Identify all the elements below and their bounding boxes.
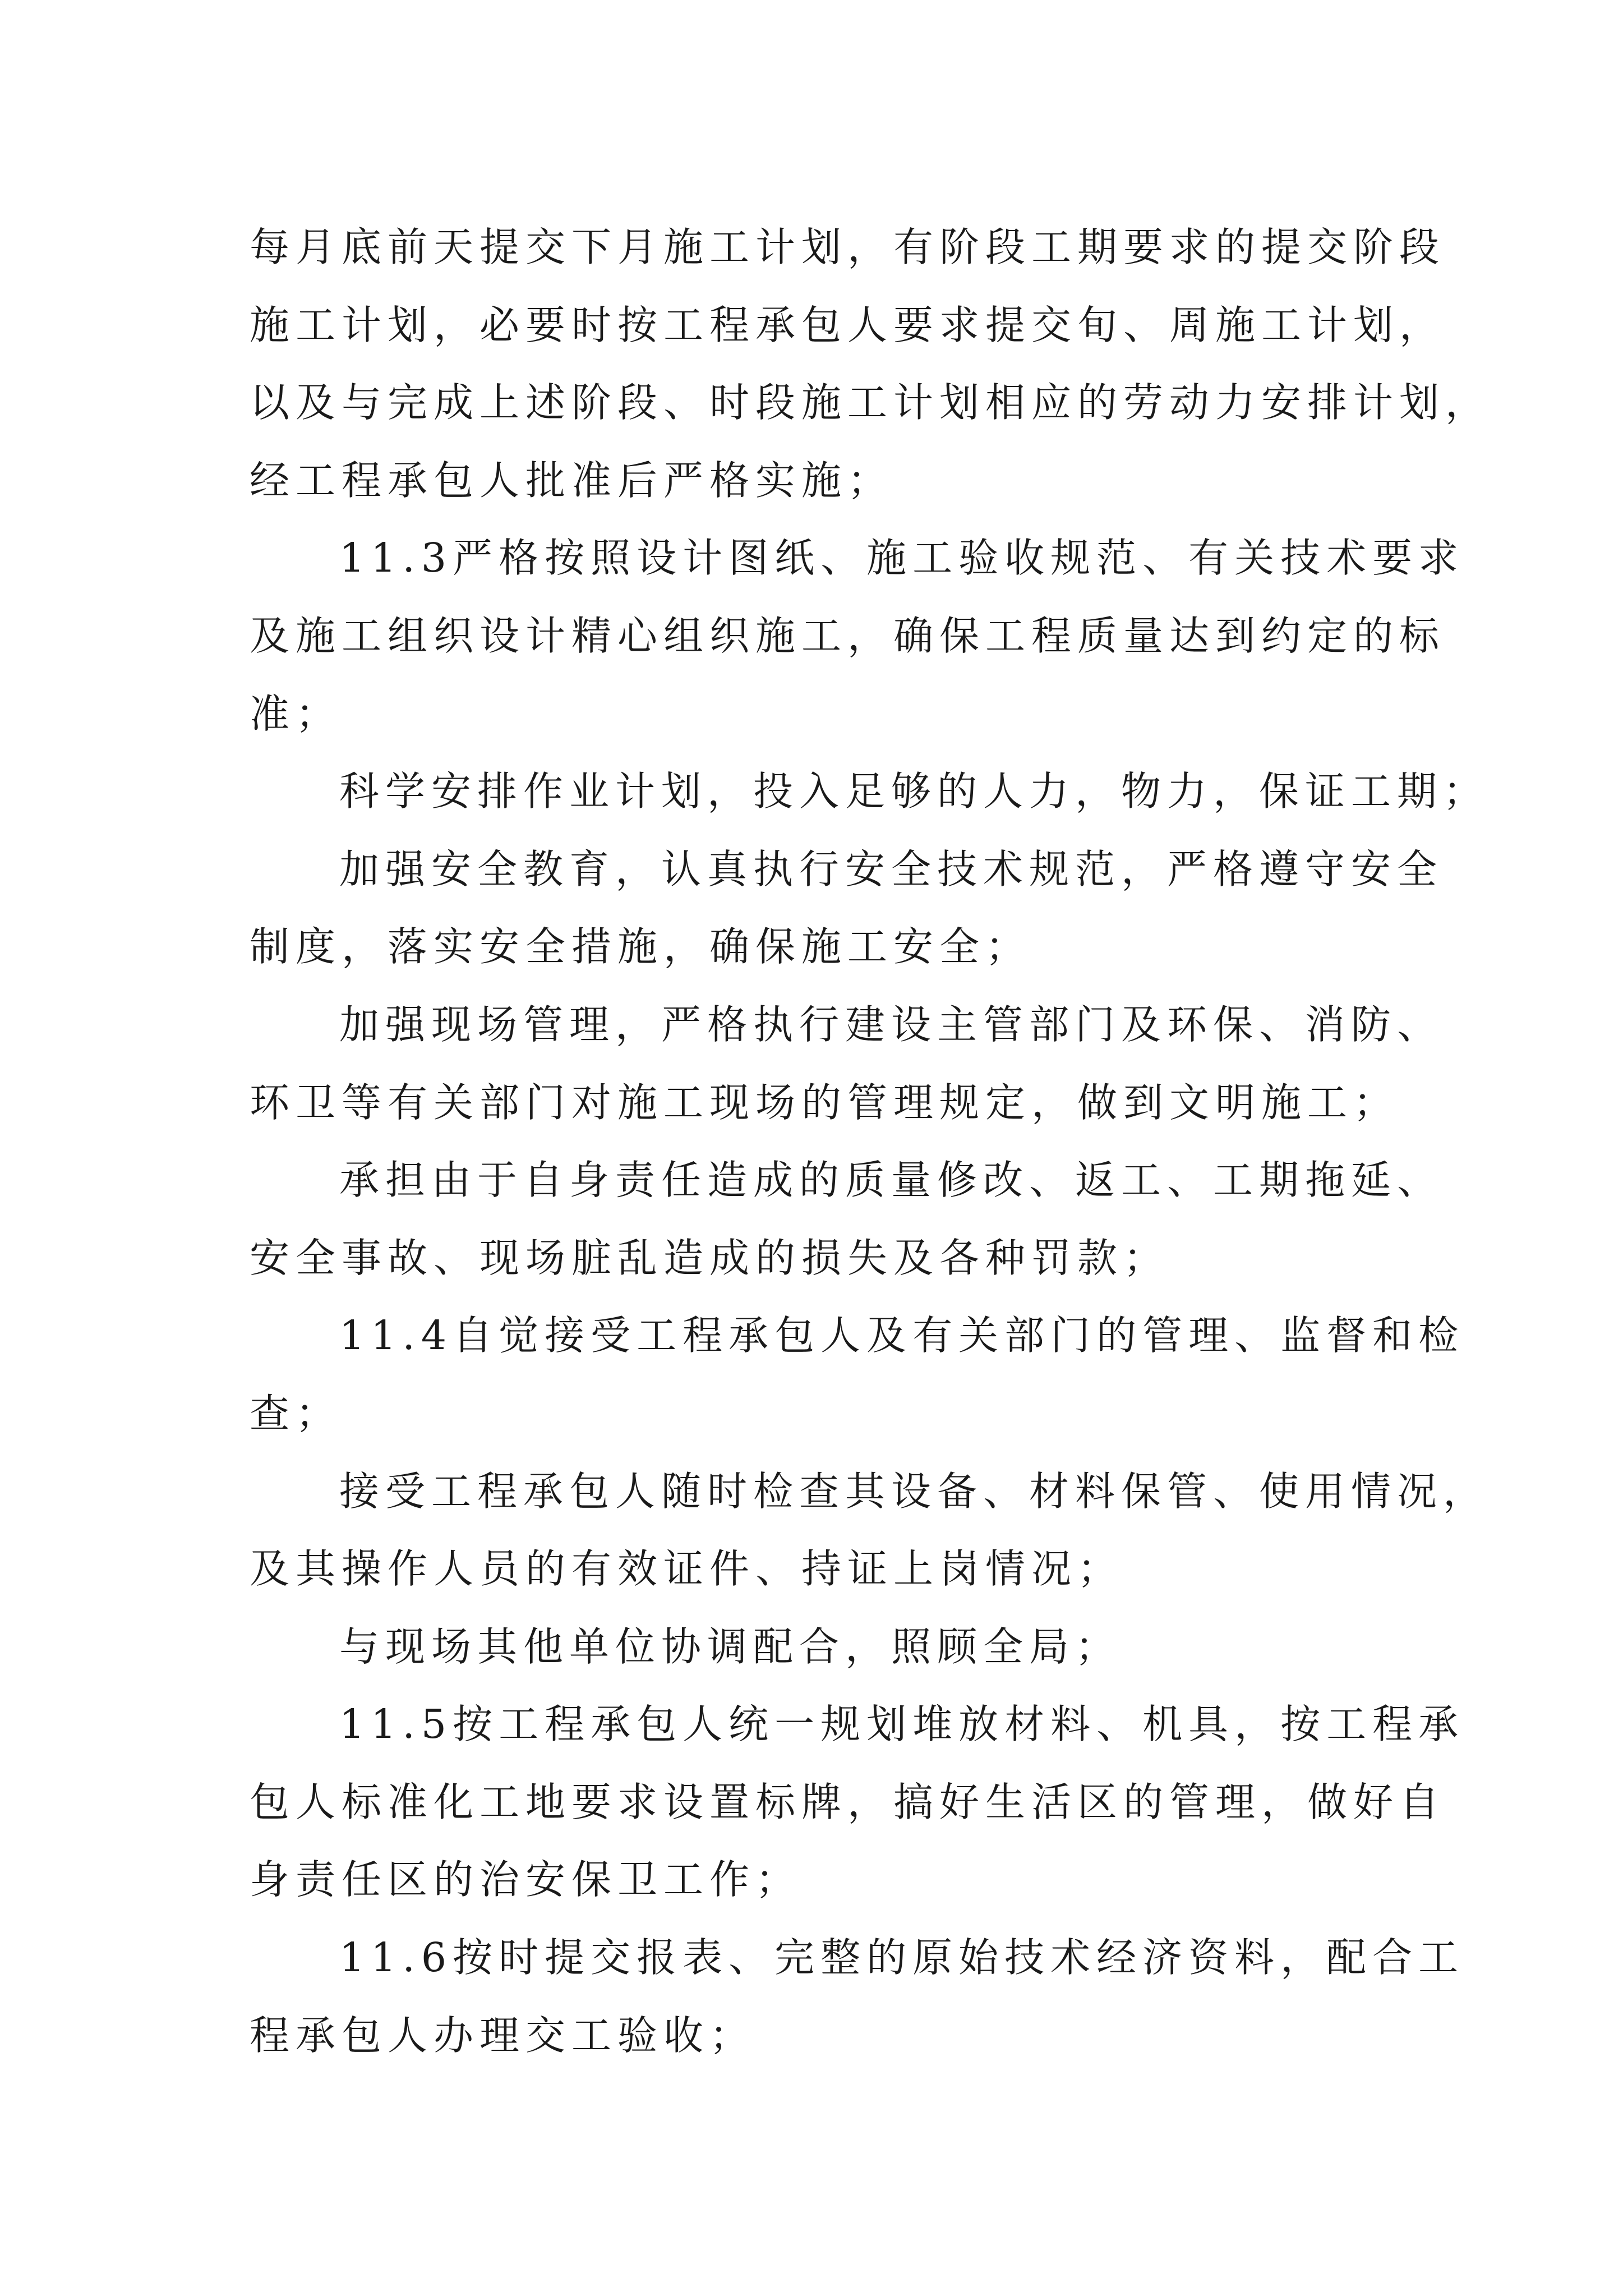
text-line: 经工程承包人批准后严格实施； bbox=[250, 457, 894, 504]
clause-11-4-line: 11.4自觉接受工程承包人及有关部门的管理、监督和检 bbox=[339, 1312, 1465, 1359]
text-line: 施工计划，必要时按工程承包人要求提交旬、周施工计划， bbox=[250, 301, 1446, 348]
text-line: 加强安全教育，认真执行安全技术规范，严格遵守安全 bbox=[339, 845, 1444, 892]
text-line: 与现场其他单位协调配合，照顾全局； bbox=[339, 1623, 1122, 1670]
text-line: 身责任区的治安保卫工作； bbox=[250, 1856, 802, 1903]
text-line: 环卫等有关部门对施工现场的管理规定，做到文明施工； bbox=[250, 1079, 1400, 1126]
text-line: 以及与完成上述阶段、时段施工计划相应的劳动力安排计划， bbox=[250, 379, 1492, 426]
text-line: 及施工组织设计精心组织施工，确保工程质量达到约定的标 bbox=[250, 612, 1446, 659]
text-line: 查； bbox=[250, 1389, 342, 1437]
text-line: 安全事故、现场脏乱造成的损失及各种罚款； bbox=[250, 1234, 1170, 1281]
text-line: 承担由于自身责任造成的质量修改、返工、工期拖延、 bbox=[339, 1157, 1444, 1204]
clause-11-5-line: 11.5按工程承包人统一规划堆放材料、机具，按工程承 bbox=[339, 1701, 1465, 1748]
text-line: 制度，落实安全措施，确保施工安全； bbox=[250, 923, 1032, 970]
text-line: 每月底前天提交下月施工计划，有阶段工期要求的提交阶段 bbox=[250, 224, 1446, 270]
text-line: 及其操作人员的有效证件、持证上岗情况； bbox=[250, 1545, 1124, 1593]
text-line: 包人标准化工地要求设置标牌，搞好生活区的管理，做好自 bbox=[250, 1778, 1446, 1825]
document-body bbox=[250, 209, 1492, 2074]
text-line: 程承包人办理交工验收； bbox=[250, 2012, 756, 2059]
text-line: 接受工程承包人随时检查其设备、材料保管、使用情况， bbox=[339, 1467, 1490, 1515]
clause-11-3-line: 11.3严格按照设计图纸、施工验收规范、有关技术要求 bbox=[339, 535, 1465, 582]
text-line: 准； bbox=[250, 690, 342, 737]
text-line: 科学安排作业计划，投入足够的人力，物力，保证工期； bbox=[339, 768, 1490, 815]
clause-11-6-line: 11.6按时提交报表、完整的原始技术经济资料，配合工 bbox=[339, 1934, 1465, 1981]
text-line: 加强现场管理，严格执行建设主管部门及环保、消防、 bbox=[339, 1001, 1444, 1048]
